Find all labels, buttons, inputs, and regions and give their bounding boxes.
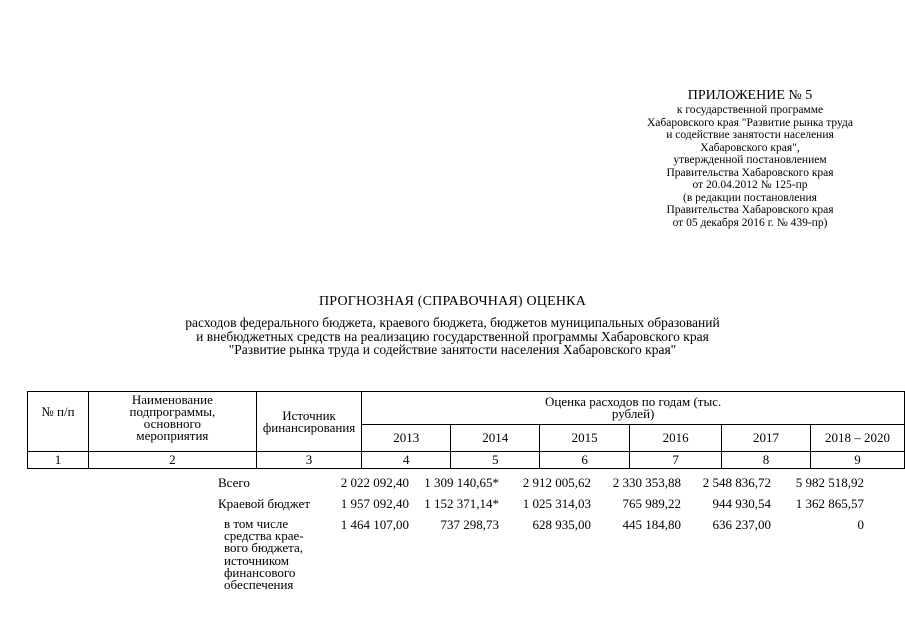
appendix-line: Хабаровского края",: [700, 141, 800, 154]
value-cell: 944 930,54: [712, 496, 771, 511]
column-number: 3: [256, 452, 361, 469]
appendix-title: ПРИЛОЖЕНИЕ № 5: [687, 88, 813, 103]
data-table: [27, 476, 864, 591]
header-table: [27, 391, 905, 469]
header-source: Источник финансирования: [256, 392, 361, 452]
header-year: 2015: [540, 425, 630, 452]
appendix-line: утвержденной постановлением: [673, 154, 827, 166]
appendix-line: Правительства Хабаровского края: [666, 204, 834, 216]
column-number: 1: [28, 452, 89, 469]
header-name: Наименование подпрограммы, основного мероприятия: [88, 392, 256, 452]
header-year: 2018 – 2020: [811, 425, 905, 452]
value-cell: 1 362 865,57: [795, 496, 864, 511]
value-cell: 2 548 836,72: [702, 475, 771, 490]
table-row: [27, 518, 864, 591]
value-cell: 2 330 353,88: [612, 475, 681, 490]
value-cell: 1 309 140,65*: [424, 475, 499, 490]
subtitle-line: и внебюджетных средств на реализацию государственной программы Хабаровского края: [196, 328, 709, 344]
value-cell: 1 152 371,14*: [424, 496, 499, 511]
column-number: 4: [362, 452, 451, 469]
subtitle-line: "Развитие рынка труда и содействие занятости населения Хабаровского края": [228, 342, 677, 357]
header-year: 2013: [362, 425, 451, 452]
column-number: 9: [811, 452, 905, 469]
header-year: 2017: [722, 425, 811, 452]
document-title: ПРОГНОЗНАЯ (СПРАВОЧНАЯ) ОЦЕНКА: [318, 294, 587, 309]
row-label: Краевой бюджет: [218, 496, 311, 511]
appendix-line: (в редакции постановления: [683, 191, 817, 204]
header-year: 2016: [630, 425, 722, 452]
value-cell: 628 935,00: [532, 517, 591, 532]
value-cell: 636 237,00: [712, 517, 771, 532]
column-number: 6: [540, 452, 630, 469]
value-cell: 2 022 092,40: [340, 475, 409, 490]
column-number: 5: [451, 452, 540, 469]
table-row: [27, 476, 864, 497]
row-label: в том числе средства крае-вого бюджета, источником финансового обеспечения: [224, 516, 304, 593]
value-cell: 737 298,73: [440, 517, 499, 532]
table-row: [27, 497, 864, 518]
column-number: 7: [630, 452, 722, 469]
value-cell: 1 464 107,00: [340, 517, 409, 532]
subtitle-line: расходов федерального бюджета, краевого бюджета, бюджетов муниципальных образований: [185, 315, 720, 330]
value-cell: 1 025 314,03: [522, 496, 591, 511]
column-number: 2: [88, 452, 256, 469]
value-cell: 445 184,80: [622, 517, 681, 532]
value-cell: 1 957 092,40: [340, 496, 409, 511]
appendix-block: [600, 88, 900, 229]
header-estimate: Оценка расходов по годам (тыс. рублей): [362, 392, 905, 425]
appendix-line: Хабаровского края "Развитие рынка труда: [647, 116, 853, 129]
value-cell: 5 982 518,92: [795, 475, 864, 490]
row-label: Всего: [218, 475, 250, 490]
value-cell: 0: [857, 517, 864, 532]
header-num: № п/п: [28, 392, 89, 452]
document-subtitle: [0, 316, 905, 357]
header-year: 2014: [451, 425, 540, 452]
column-number: 8: [722, 452, 811, 469]
appendix-line: к государственной программе: [676, 104, 824, 116]
appendix-line: от 20.04.2012 № 125-пр: [692, 179, 808, 191]
value-cell: 765 989,22: [622, 496, 681, 511]
appendix-line: и содействие занятости населения: [666, 129, 834, 141]
value-cell: 2 912 005,62: [522, 475, 591, 490]
appendix-line: Правительства Хабаровского края: [666, 166, 834, 179]
appendix-line: от 05 декабря 2016 г. № 439-пр): [672, 216, 828, 229]
